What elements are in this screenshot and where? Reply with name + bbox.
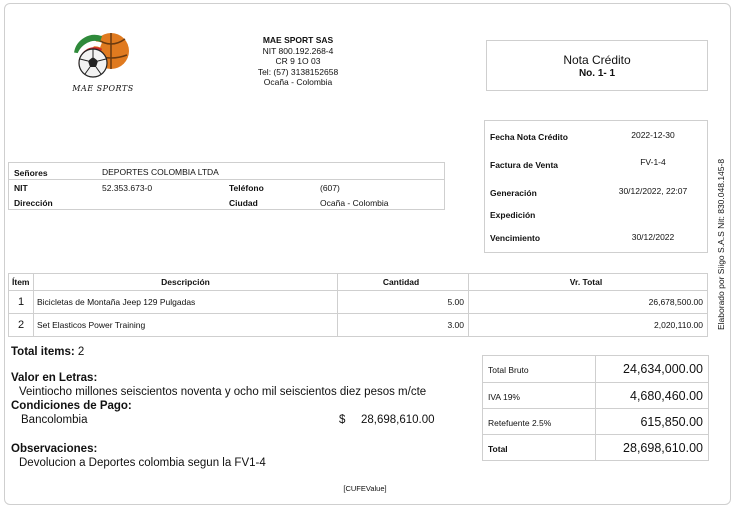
row-total: 26,678,500.00	[469, 291, 708, 314]
total-items	[11, 346, 84, 358]
company-logo	[67, 31, 139, 93]
row-item: 2	[9, 314, 34, 337]
total-value: 28,698,610.00	[623, 441, 703, 455]
table-row	[9, 314, 708, 337]
row-cantidad: 3.00	[338, 314, 469, 337]
observaciones-label: Observaciones:	[11, 443, 98, 455]
header-descripcion: Descripción	[34, 274, 338, 291]
client-divider	[9, 179, 444, 180]
document-title-box	[486, 40, 708, 91]
company-info	[208, 35, 388, 88]
currency-symbol: $	[339, 414, 346, 426]
dates-box	[484, 120, 708, 253]
fecha-value: 2022-12-30	[631, 130, 675, 140]
row-item: 1	[9, 291, 34, 314]
condiciones-label: Condiciones de Pago:	[11, 400, 132, 412]
telefono-value: (607)	[320, 183, 340, 193]
generacion-value: 30/12/2022, 22:07	[618, 186, 688, 196]
vencimiento-label: Vencimiento	[490, 233, 541, 243]
company-city: Ocaña - Colombia	[263, 77, 333, 87]
total-items-label: Total items:	[11, 346, 75, 358]
totals-divider	[595, 356, 596, 460]
company-nit: NIT 800.192.268-4	[262, 45, 334, 56]
iva-value: 4,680,460.00	[630, 389, 703, 403]
factura-label: Factura de Venta	[490, 160, 559, 170]
retefuente-label: Retefuente 2.5%	[488, 418, 552, 428]
generacion-label: Generación	[490, 188, 537, 198]
row-cantidad: 5.00	[338, 291, 469, 314]
senores-label: Señores	[14, 168, 48, 178]
document-number: No. 1- 1	[578, 68, 616, 79]
items-header-row	[9, 274, 708, 291]
company-address: CR 9 1O 03	[275, 56, 321, 66]
nit-label: NIT	[14, 183, 28, 193]
telefono-label: Teléfono	[229, 183, 264, 193]
logo-text: MAE SPORTS	[72, 84, 134, 93]
header-cantidad: Cantidad	[338, 274, 469, 291]
condiciones-amount: 28,698,610.00	[361, 414, 435, 426]
side-footer-text: Elaborado por Siigo S.A.S Nit: 830.048.145-8	[716, 158, 726, 330]
expedicion-label: Expedición	[490, 210, 536, 220]
total-bruto-label: Total Bruto	[488, 365, 529, 375]
ciudad-label: Ciudad	[229, 198, 258, 208]
total-bruto-value: 24,634,000.00	[623, 362, 703, 376]
header-item: Ítem	[9, 274, 34, 291]
total-items-value: 2	[77, 346, 85, 358]
total-label: Total	[488, 444, 508, 454]
company-name: MAE SPORT SAS	[262, 35, 334, 45]
cufe-value: [CUFEValue]	[343, 484, 387, 493]
condiciones-value: Bancolombia	[21, 414, 88, 426]
document-title: Nota Crédito	[563, 53, 631, 67]
company-phone: Tel: (57) 3138152658	[257, 66, 339, 77]
client-box	[8, 162, 445, 210]
row-descripcion: Bicicletas de Montaña Jeep 129 Pulgadas	[34, 291, 338, 314]
items-table	[8, 273, 708, 337]
fecha-label: Fecha Nota Crédito	[490, 132, 568, 142]
factura-value: FV-1-4	[640, 157, 666, 167]
senores-value: DEPORTES COLOMBIA LTDA	[102, 167, 219, 177]
ciudad-value: Ocaña - Colombia	[320, 198, 389, 208]
nit-value: 52.353.673-0	[102, 183, 153, 193]
row-total: 2,020,110.00	[469, 314, 708, 337]
logo-ball-icon	[67, 31, 139, 83]
direccion-label: Dirección	[14, 198, 53, 208]
row-descripcion: Set Elasticos Power Training	[34, 314, 338, 337]
valor-letras-label: Valor en Letras:	[11, 372, 98, 384]
observaciones-value: Devolucion a Deportes colombia segun la FV1-4	[19, 457, 266, 469]
table-row	[9, 291, 708, 314]
header-total: Vr. Total	[469, 274, 708, 291]
iva-label: IVA 19%	[488, 392, 520, 402]
retefuente-value: 615,850.00	[640, 415, 703, 429]
totals-box	[482, 355, 709, 461]
vencimiento-value: 30/12/2022	[631, 232, 675, 242]
valor-letras-value: Veintiocho millones seiscientos noventa y ocho mil seiscientos diez pesos m/cte	[19, 386, 427, 398]
